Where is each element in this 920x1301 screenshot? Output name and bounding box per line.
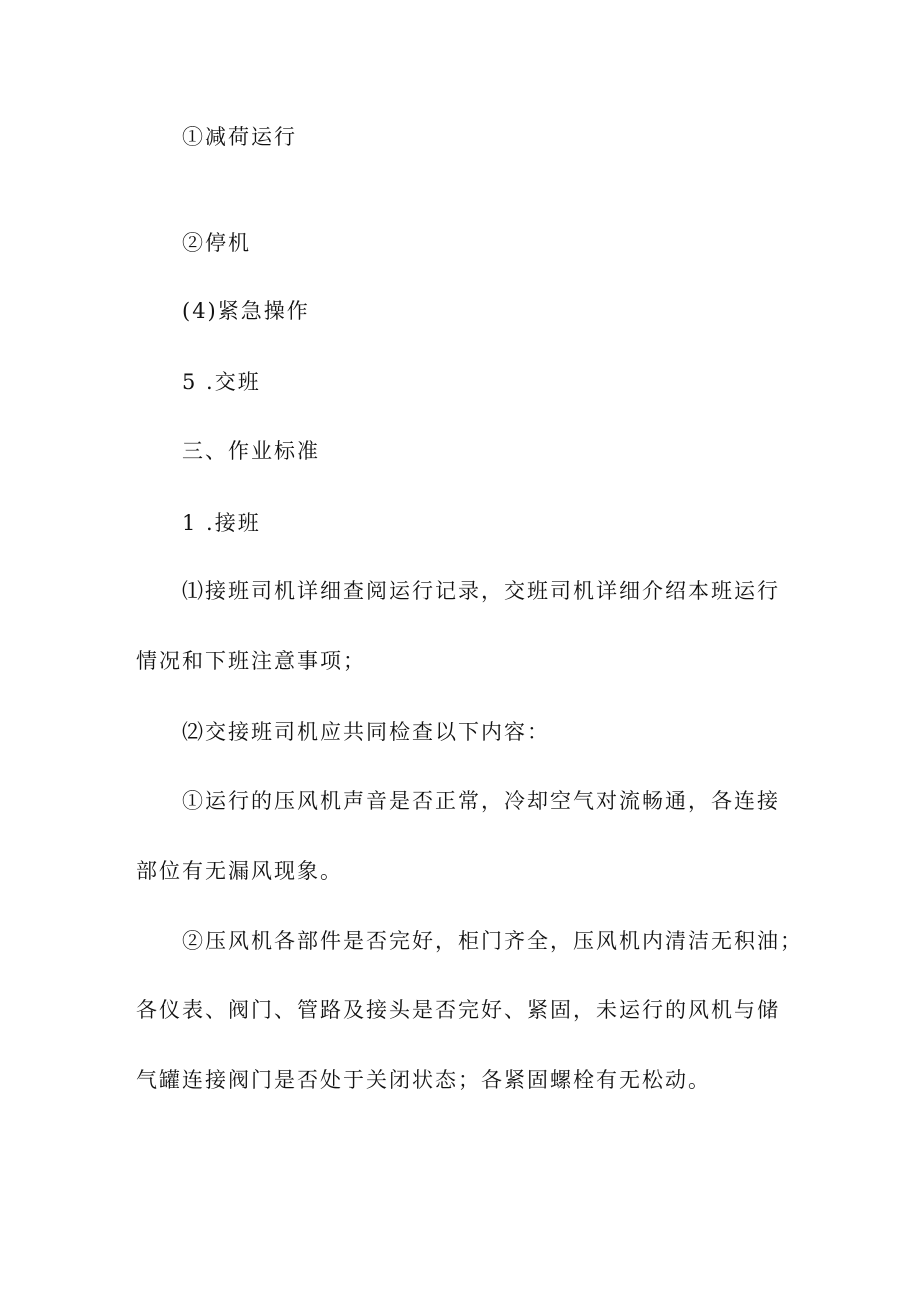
- item-shutdown: ②停机: [182, 231, 251, 255]
- heading-work-standard: 三、作业标准: [182, 439, 320, 463]
- paragraph-takeover-1-line2: 情况和下班注意事项；: [136, 649, 366, 673]
- item-load-reduction: ①减荷运行: [182, 125, 297, 149]
- check-item-2-line1: ②压风机各部件是否完好，柜门齐全，压风机内清洁无积油；: [182, 929, 803, 953]
- paragraph-takeover-1-line1: ⑴接班司机详细查阅运行记录，交班司机详细介绍本班运行: [182, 579, 780, 603]
- section-handover: 5 .交班: [182, 370, 261, 394]
- check-item-2-line3: 气罐连接阀门是否处于关闭状态；各紧固螺栓有无松动。: [136, 1068, 711, 1092]
- check-item-1-line2: 部位有无漏风现象。: [136, 859, 343, 883]
- section-takeover: 1 .接班: [182, 511, 261, 535]
- check-item-1-line1: ①运行的压风机声音是否正常，冷却空气对流畅通，各连接: [182, 789, 780, 813]
- check-item-2-line2: 各仪表、阀门、管路及接头是否完好、紧固，未运行的风机与储: [136, 998, 780, 1022]
- item-emergency-operation: (4)紧急操作: [182, 299, 310, 323]
- paragraph-takeover-2: ⑵交接班司机应共同检查以下内容：: [182, 720, 550, 744]
